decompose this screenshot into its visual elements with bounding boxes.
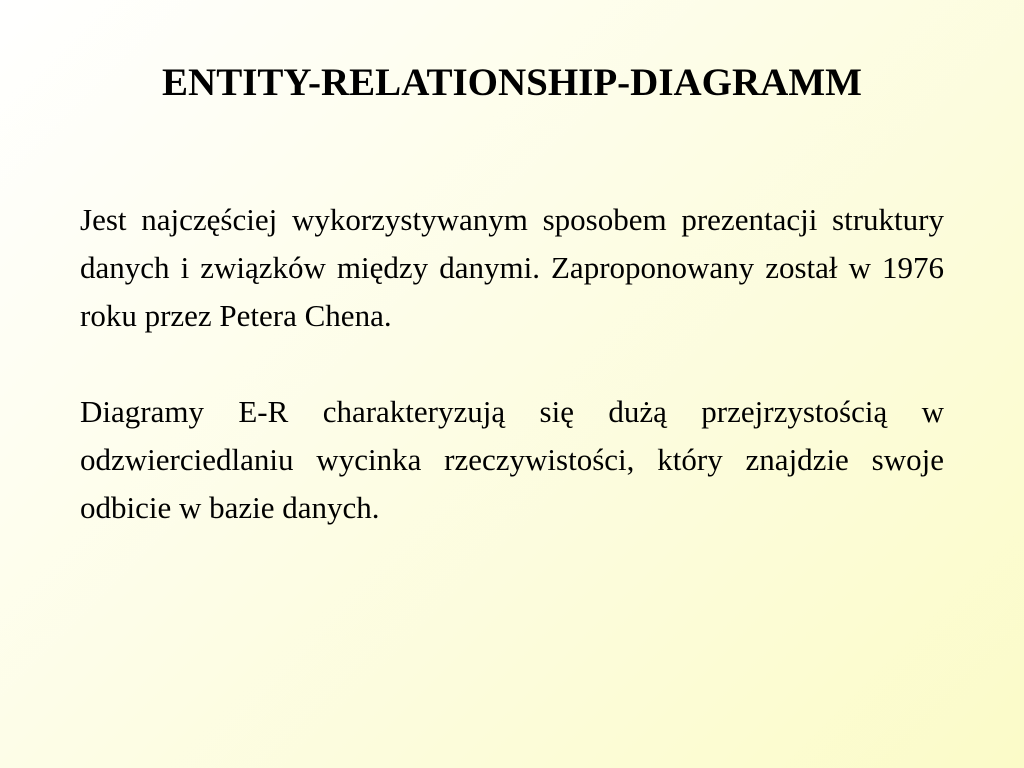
paragraph-definition: Jest najczęściej wykorzystywanym sposobem prezentacji struktury danych i związków między danymi. Zaproponowany został w 1976 roku przez Petera Chena.	[80, 202, 944, 333]
paragraph-characteristics: Diagramy E-R charakteryzują się dużą przejrzystością w odzwierciedlaniu wycinka rzeczywistości, który znajdzie swoje odbicie w bazie danych.	[80, 394, 944, 525]
slide-title: ENTITY-RELATIONSHIP-DIAGRAMM	[162, 61, 862, 104]
slide-content	[80, 196, 944, 532]
